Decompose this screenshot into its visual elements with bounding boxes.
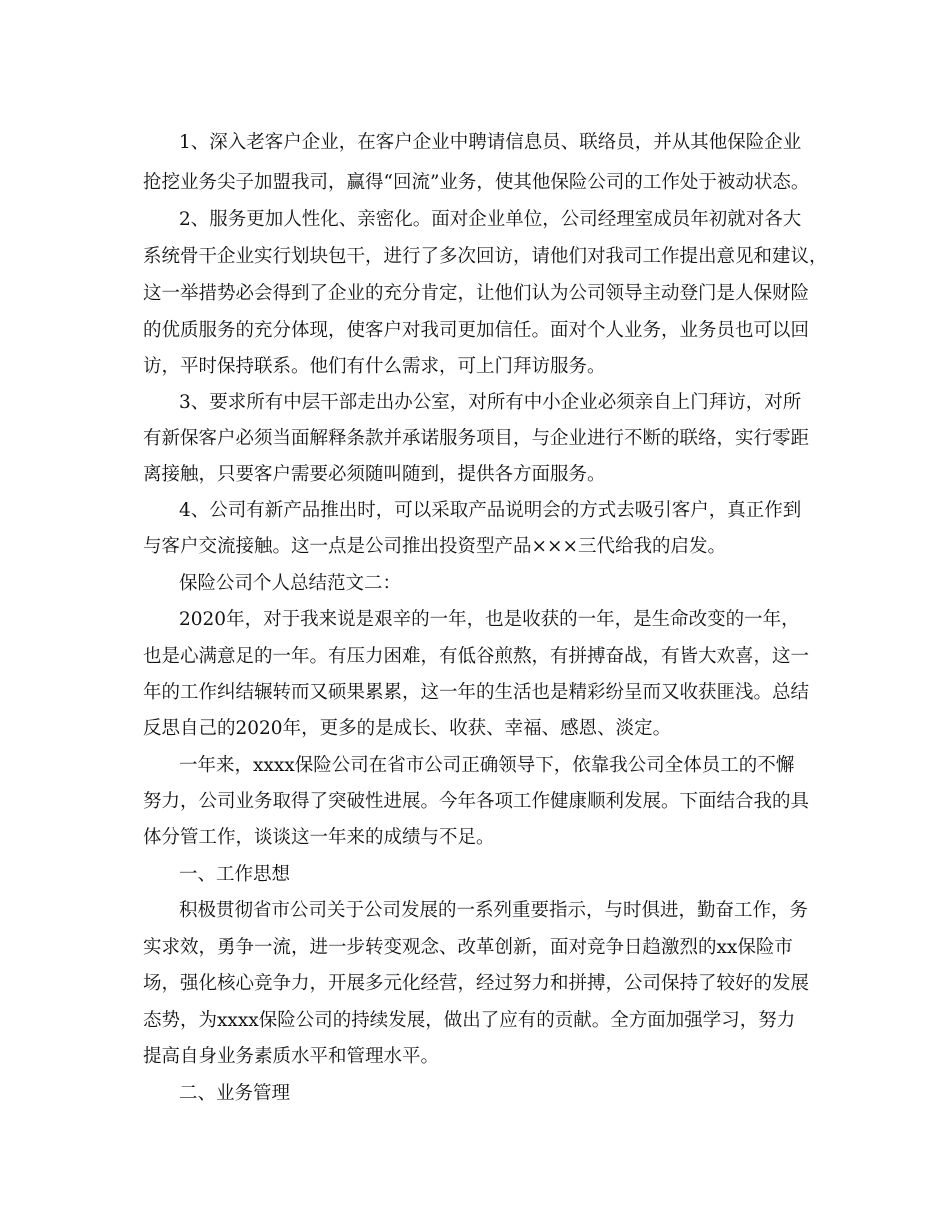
paragraph-line: 的优质服务的充分体现，使客户对我司更加信任。面对个人业务，业务员也可以回 xyxy=(143,320,810,341)
paragraph-line: 与客户交流接触。这一点是公司推出投资型产品×××三代给我的启发。 xyxy=(143,536,727,557)
paragraph-line: 系统骨干企业实行划块包干，进行了多次回访，请他们对我司工作提出意见和建议， xyxy=(143,246,828,267)
paragraph-line: 2、服务更加人性化、亲密化。面对企业单位，公司经理室成员年初就对各大 xyxy=(179,209,802,230)
section-heading: 二、业务管理 xyxy=(179,1083,291,1104)
section-heading: 一、工作思想 xyxy=(179,864,291,885)
paragraph-line: 3、要求所有中层干部走出办公室，对所有中小企业必须亲自上门拜访，对所 xyxy=(179,392,802,413)
paragraph-line: 场，强化核心竞争力，开展多元化经营，经过努力和拼搏，公司保持了较好的发展 xyxy=(143,973,810,994)
paragraph-line: 积极贯彻省市公司关于公司发展的一系列重要指示，与时俱进，勤奋工作，务 xyxy=(179,900,809,921)
paragraph-line: 提高自身业务素质水平和管理水平。 xyxy=(143,1046,440,1067)
paragraph-line: 抢挖业务尖子加盟我司，赢得“回流”业务，使其他保险公司的工作处于被动状态。 xyxy=(143,172,810,193)
paragraph-line: 这一举措势必会得到了企业的充分肯定，让他们认为公司领导主动登门是人保财险 xyxy=(143,283,810,304)
paragraph-line: 4、公司有新产品推出时，可以采取产品说明会的方式去吸引客户，真正作到 xyxy=(179,500,802,521)
paragraph-line: 2020年，对于我来说是艰辛的一年，也是收获的一年，是生命改变的一年， xyxy=(179,609,800,630)
paragraph-line: 也是心满意足的一年。有压力困难，有低谷煎熬，有拼搏奋战，有皆大欢喜，这一 xyxy=(143,646,810,667)
section-heading: 保险公司个人总结范文二： xyxy=(179,573,402,594)
paragraph-line: 体分管工作，谈谈这一年来的成绩与不足。 xyxy=(143,827,495,848)
paragraph-line: 态势，为xxxx保险公司的持续发展，做出了应有的贡献。全方面加强学习，努力 xyxy=(143,1010,796,1031)
paragraph-line: 一年来，xxxx保险公司在省市公司正确领导下，依靠我公司全体员工的不懈 xyxy=(179,755,795,776)
paragraph-line: 访，平时保持联系。他们有什么需求，可上门拜访服务。 xyxy=(143,356,606,377)
paragraph-line: 离接触，只要客户需要必须随叫随到，提供各方面服务。 xyxy=(143,464,606,485)
paragraph-line: 1、深入老客户企业，在客户企业中聘请信息员、联络员，并从其他保险企业 xyxy=(179,132,802,153)
paragraph-line: 实求效，勇争一流，进一步转变观念、改革创新，面对竞争日趋激烈的xx保险市 xyxy=(143,937,793,958)
paragraph-line: 年的工作纠结辗转而又硕果累累，这一年的生活也是精彩纷呈而又收获匪浅。总结 xyxy=(143,682,810,703)
paragraph-line: 有新保客户必须当面解释条款并承诺服务项目，与企业进行不断的联络，实行零距 xyxy=(143,428,810,449)
paragraph-line: 反思自己的2020年，更多的是成长、收获、幸福、感恩、淡定。 xyxy=(143,718,672,739)
paragraph-line: 努力，公司业务取得了突破性进展。今年各项工作健康顺利发展。下面结合我的具 xyxy=(143,791,810,812)
